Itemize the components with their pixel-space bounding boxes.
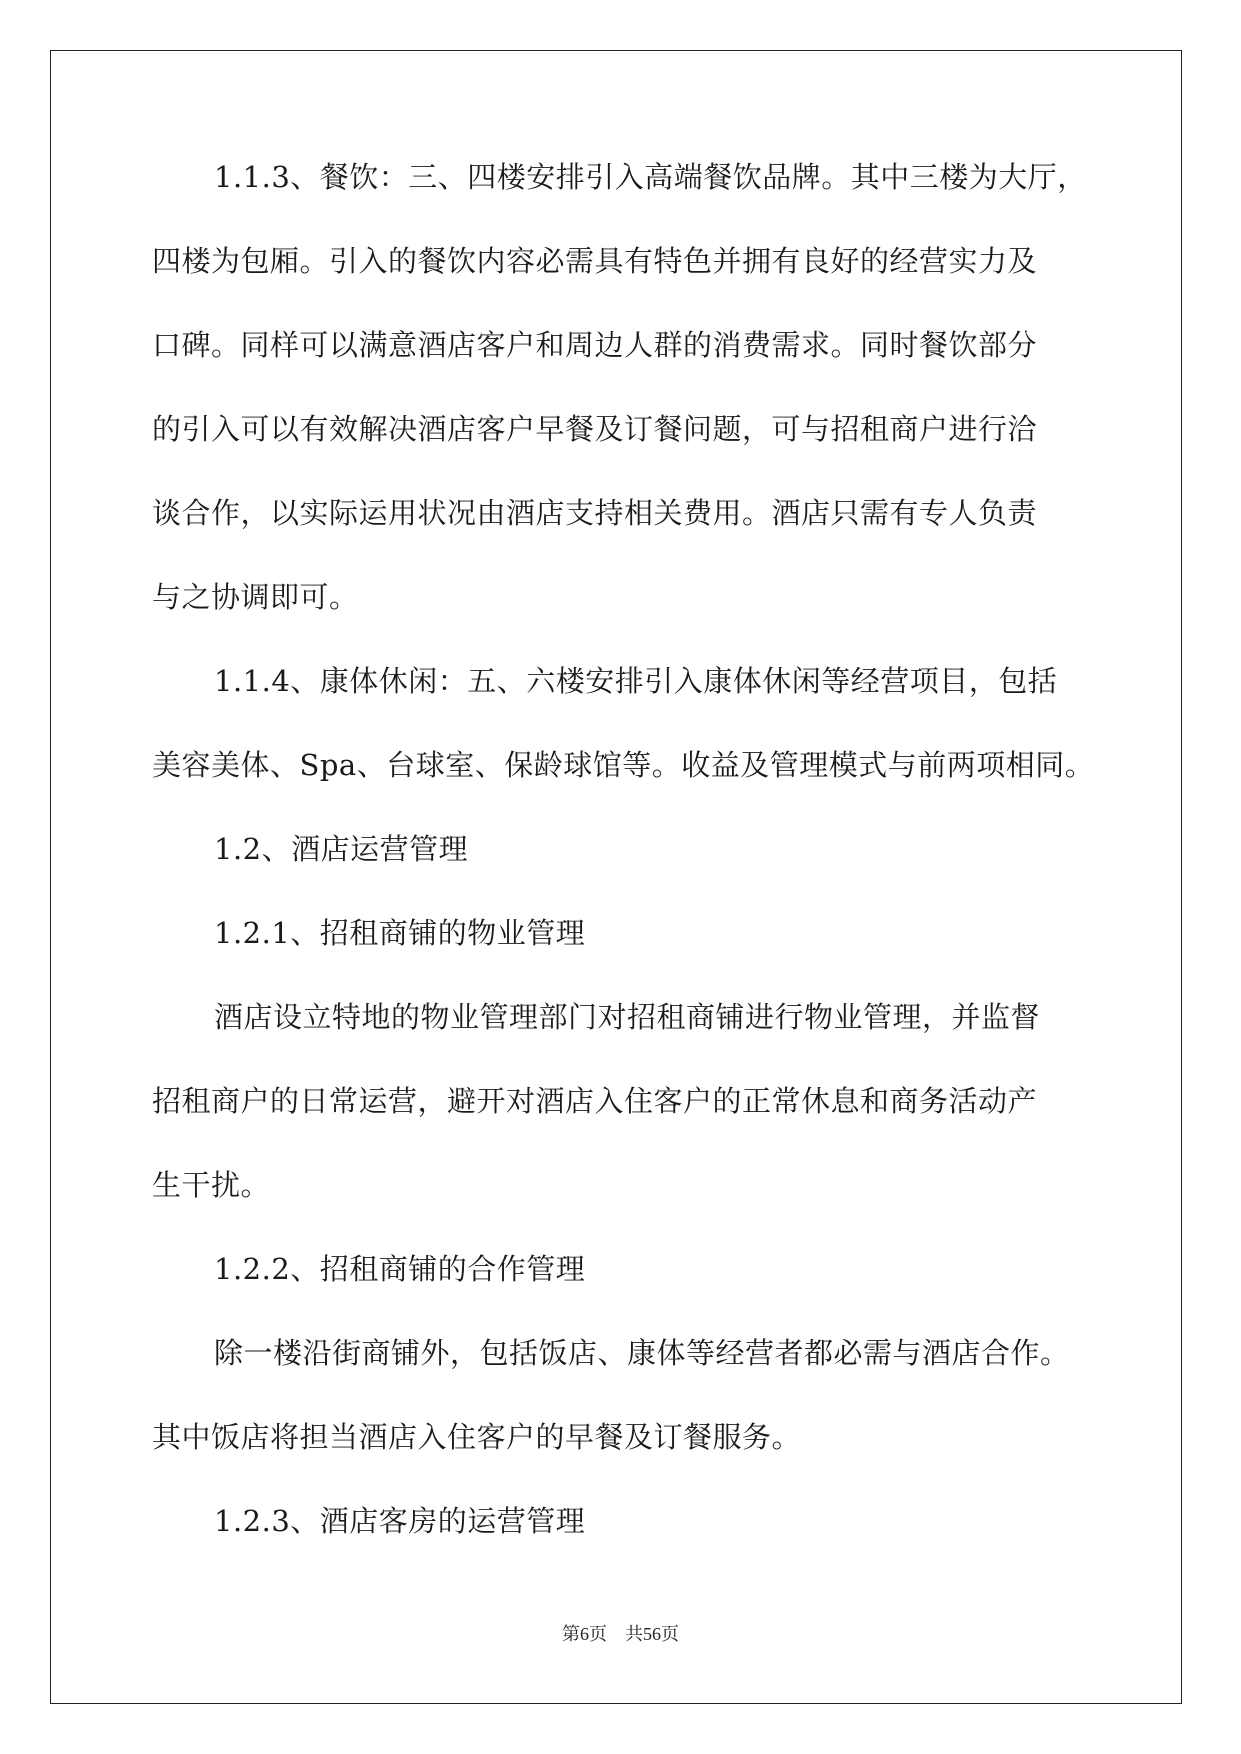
- paragraph-line: 1.1.3、餐饮：三、四楼安排引入高端餐饮品牌。其中三楼为大厅，: [214, 160, 1087, 194]
- paragraph-line: 除一楼沿街商铺外，包括饭店、康体等经营者都必需与酒店合作。: [214, 1336, 1070, 1370]
- paragraph-line: 其中饭店将担当酒店入住客户的早餐及订餐服务。: [152, 1420, 802, 1454]
- document-body: [152, 160, 1095, 1588]
- page-number: 第6页: [562, 1624, 607, 1644]
- paragraph-line: 1.1.4、康体休闲：五、六楼安排引入康体休闲等经营项目，包括: [214, 664, 1058, 698]
- paragraph-line: 生干扰。: [152, 1168, 271, 1202]
- paragraph-line: 招租商户的日常运营，避开对酒店入住客户的正常休息和商务活动产: [152, 1084, 1038, 1118]
- paragraph-line: 四楼为包厢。引入的餐饮内容必需具有特色并拥有良好的经营实力及: [152, 244, 1038, 278]
- page-footer: [0, 1620, 1241, 1646]
- subsection-heading: 1.2.2、招租商铺的合作管理: [214, 1252, 586, 1286]
- section-heading: 1.2、酒店运营管理: [214, 832, 469, 866]
- paragraph-line: 与之协调即可。: [152, 580, 359, 614]
- page-total: 共56页: [625, 1624, 679, 1644]
- subsection-heading: 1.2.3、酒店客房的运营管理: [214, 1504, 586, 1538]
- paragraph-line: 谈合作，以实际运用状况由酒店支持相关费用。酒店只需有专人负责: [152, 496, 1038, 530]
- paragraph-line: 酒店设立特地的物业管理部门对招租商铺进行物业管理，并监督: [214, 1000, 1041, 1034]
- paragraph-line: 美容美体、Spa、台球室、保龄球馆等。收益及管理模式与前两项相同。: [152, 748, 1095, 782]
- paragraph-line: 口碑。同样可以满意酒店客户和周边人群的消费需求。同时餐饮部分: [152, 328, 1038, 362]
- subsection-heading: 1.2.1、招租商铺的物业管理: [214, 916, 586, 950]
- paragraph-line: 的引入可以有效解决酒店客户早餐及订餐问题，可与招租商户进行洽: [152, 412, 1038, 446]
